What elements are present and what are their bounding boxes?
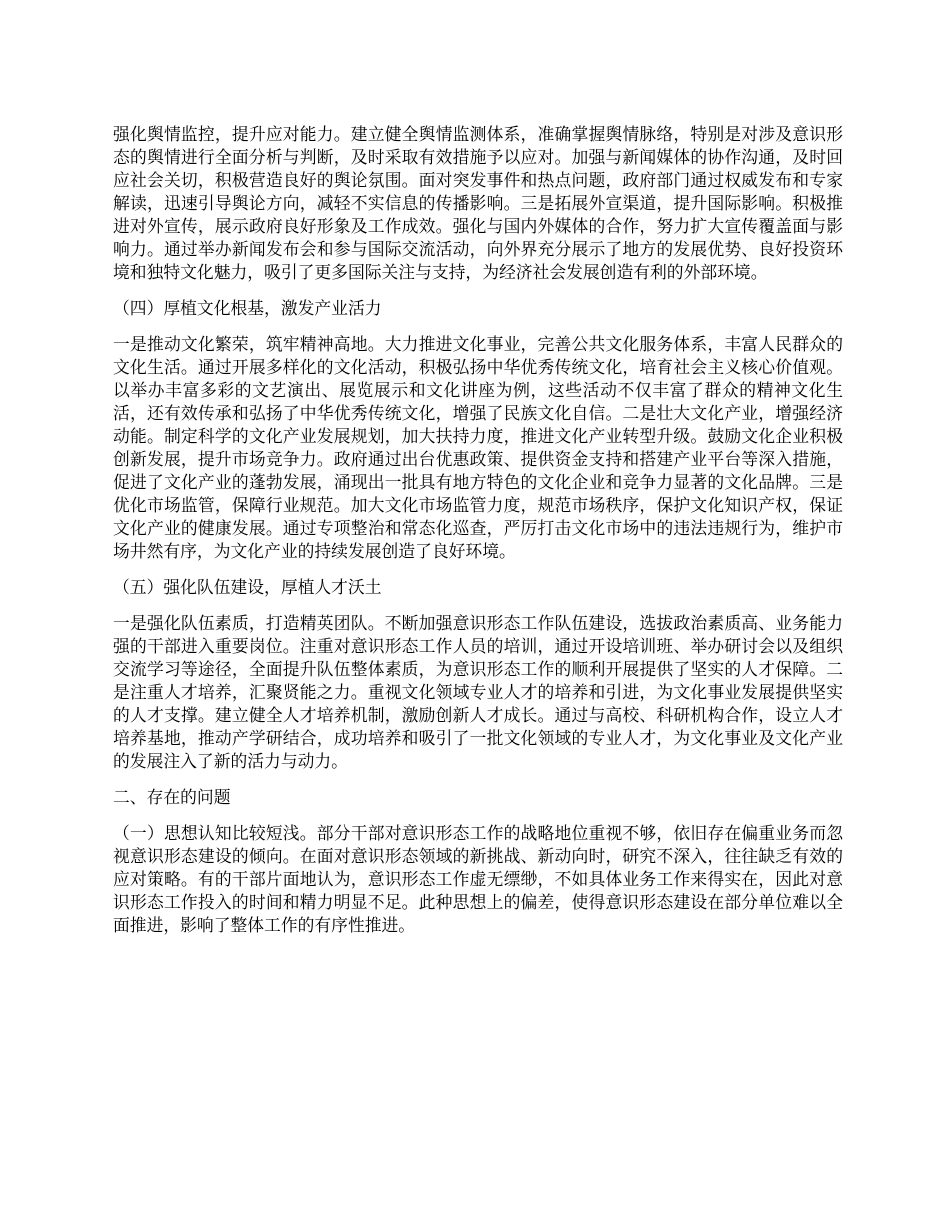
section-heading-problems: 二、存在的问题 [113, 787, 231, 807]
document-page [113, 123, 843, 950]
paragraph-problems: （一）思想认知比较短浅。部分干部对意识形态工作的战略地位重视不够，依旧存在偏重业务而忽视意识形态建设的倾向。在面对意识形态领域的新挑战、新动向时，研究不深入，往往缺乏有效的应对策略。有的干部片面地认为，意识形态工作虚无缥缈，不如具体业务工作来得实在，因此对意识形态工作投入的时间和精力明显不足。此种思想上的偏差，使得意识形态建设在部分单位难以全面推进，影响了整体工作的有序性推进。 [113, 823, 843, 935]
paragraph-public-opinion: 强化舆情监控，提升应对能力。建立健全舆情监测体系，准确掌握舆情脉络，特别是对涉及意识形态的舆情进行全面分析与判断，及时采取有效措施予以应对。加强与新闻媒体的协作沟通，及时回应社会关切，积极营造良好的舆论氛围。面对突发事件和热点问题，政府部门通过权威发布和专家解读，迅速引导舆论方向，减轻不实信息的传播影响。三是拓展外宣渠道，提升国际影响。积极推进对外宣传，展示政府良好形象及工作成效。强化与国内外媒体的合作，努力扩大宣传覆盖面与影响力。通过举办新闻发布会和参与国际交流活动，向外界充分展示了地方的发展优势、良好投资环境和独特文化魅力，吸引了更多国际关注与支持，为经济社会发展创造有利的外部环境。 [113, 124, 843, 282]
paragraph-culture: 一是推动文化繁荣，筑牢精神高地。大力推进文化事业，完善公共文化服务体系，丰富人民群众的文化生活。通过开展多样化的文化活动，积极弘扬中华优秀传统文化，培育社会主义核心价值观。以举办丰富多彩的文艺演出、展览展示和文化讲座为例，这些活动不仅丰富了群众的精神文化生活，还有效传承和弘扬了中华优秀传统文化，增强了民族文化自信。二是壮大文化产业，增强经济动能。制定科学的文化产业发展规划，加大扶持力度，推进文化产业转型升级。鼓励文化企业积极创新发展，提升市场竞争力。政府通过出台优惠政策、提供资金支持和搭建产业平台等深入措施，促进了文化产业的蓬勃发展，涌现出一批具有地方特色的文化企业和竞争力显著的文化品牌。三是优化市场监管，保障行业规范。加大文化市场监管力度，规范市场秩序，保护文化知识产权，保证文化产业的健康发展。通过专项整治和常态化巡查，严厉打击文化市场中的违法违规行为，维护市场井然有序，为文化产业的持续发展创造了良好环境。 [113, 334, 843, 561]
section-heading-team: （五）强化队伍建设，厚植人才沃土 [113, 577, 382, 597]
section-heading-culture: （四）厚植文化根基，激发产业活力 [113, 298, 382, 318]
paragraph-team: 一是强化队伍素质，打造精英团队。不断加强意识形态工作队伍建设，选拔政治素质高、业务能力强的干部进入重要岗位。注重对意识形态工作人员的培训，通过开设培训班、举办研讨会以及组织交流学习等途径，全面提升队伍整体素质，为意识形态工作的顺利开展提供了坚实的人才保障。二是注重人才培养，汇聚贤能之力。重视文化领域专业人才的培养和引进，为文化事业发展提供坚实的人才支撑。建立健全人才培养机制，激励创新人才成长。通过与高校、科研机构合作，设立人才培养基地，推动产学研结合，成功培养和吸引了一批文化领域的专业人才，为文化事业及文化产业的发展注入了新的活力与动力。 [113, 613, 843, 771]
